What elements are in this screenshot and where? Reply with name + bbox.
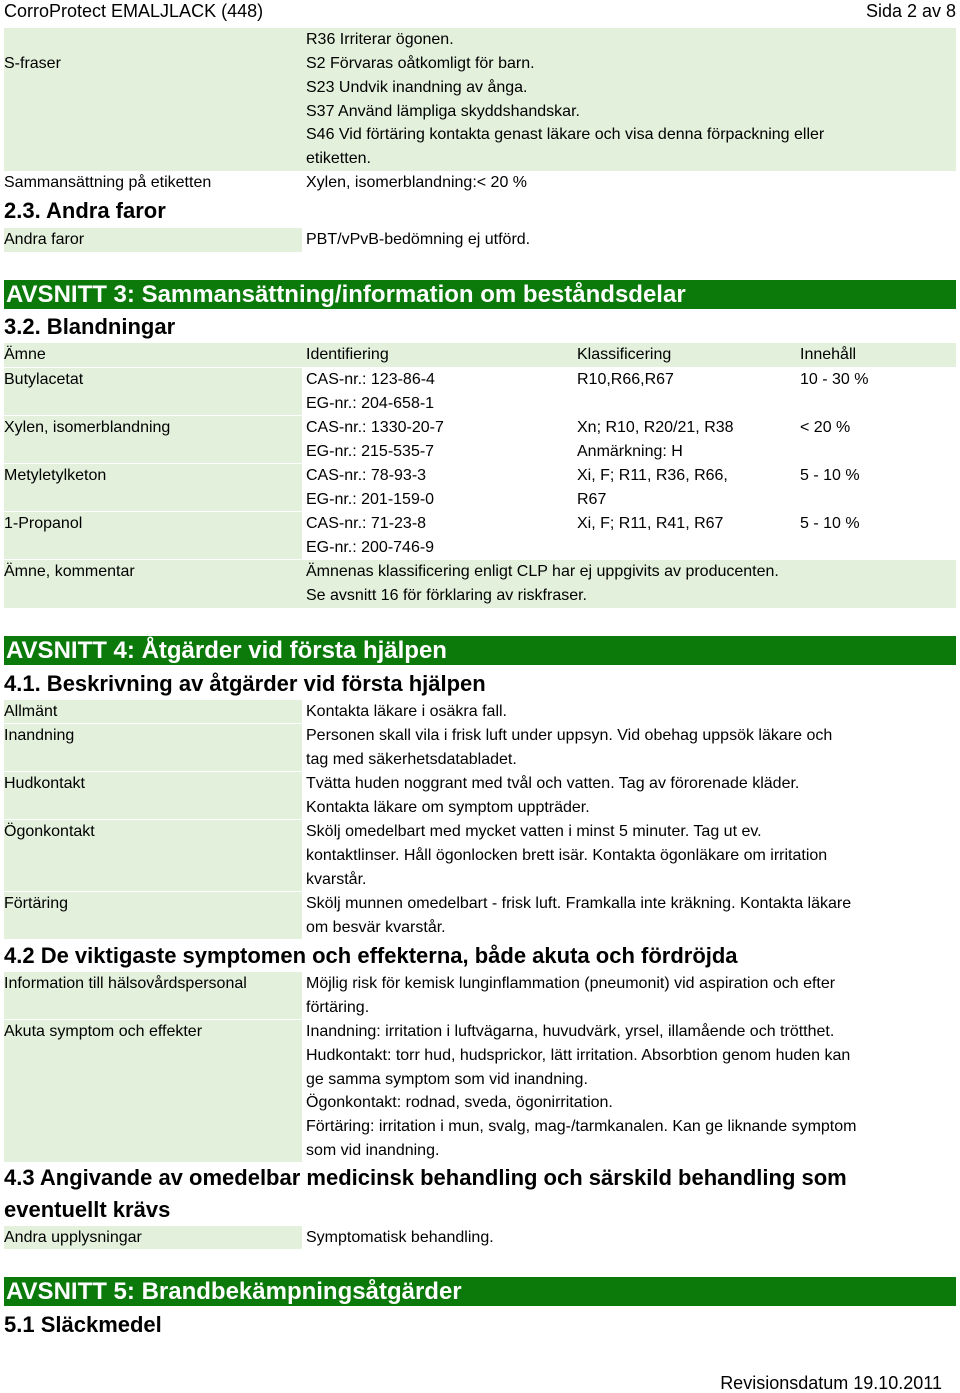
section-5-title: AVSNITT 5: Brandbekämpningsåtgärder [6,1278,462,1305]
col-header-substance: Ämne [4,346,46,363]
other-hazards-value: PBT/vPvB-bedömning ej utförd. [306,231,531,248]
skin-contact-row [4,772,956,820]
eg-number: EG-nr.: 215-535-7 [306,443,435,460]
other-hazards-label: Andra faror [4,231,85,248]
inhalation-line: tag med säkerhetsdatabladet. [306,751,517,768]
substance-name: 1-Propanol [4,515,83,532]
subsection-2-3-heading: 2.3. Andra faror [4,198,166,223]
content-range: 10 - 30 % [800,371,869,388]
health-personnel-line: Möjlig risk för kemisk lunginflammation (pneumonit) vid aspiration och efter [306,975,836,992]
content-range: 5 - 10 % [800,467,860,484]
health-personnel-label: Information till hälsovårdspersonal [4,975,247,992]
cas-number: CAS-nr.: 1330-20-7 [306,419,444,436]
section-3-header [4,280,956,309]
page-header [4,0,956,24]
table-row [4,464,956,512]
other-info-label: Andra upplysningar [4,1229,142,1246]
inhalation-line: Personen skall vila i frisk luft under uppsyn. Vid obehag uppsök läkare och [306,727,833,744]
acute-symptoms-line: Inandning: irritation i luftvägarna, huvudvärk, yrsel, illamående och trötthet. [306,1023,835,1040]
eg-number: EG-nr.: 204-658-1 [306,395,435,412]
col-header-content: Innehåll [800,346,857,363]
mixture-table-header [4,343,956,367]
subsection-3-2-heading: 3.2. Blandningar [4,314,176,339]
eye-contact-line: Skölj omedelbart med mycket vatten i minst 5 minuter. Tag ut ev. [306,823,762,840]
eye-contact-row [4,820,956,892]
acute-symptoms-line: Ögonkontakt: rodnad, sveda, ögonirritation. [306,1094,613,1111]
classification: R10,R66,R67 [577,371,674,388]
eye-contact-line: kvarstår. [306,871,367,888]
cas-number: CAS-nr.: 71-23-8 [306,515,427,532]
eye-contact-label: Ögonkontakt [4,823,95,840]
acute-symptoms-row [4,1020,956,1163]
s-phrases-label: S-fraser [4,55,61,72]
classification: Xn; R10, R20/21, R38 [577,419,734,436]
substance-name: Metyletylketon [4,467,107,484]
other-info-text: Symptomatisk behandling. [306,1229,494,1246]
col-header-classification: Klassificering [577,346,672,363]
inhalation-row [4,724,956,772]
ingestion-line: om besvär kvarstår. [306,919,446,936]
subsection-4-2-heading: 4.2 De viktigaste symptomen och effekterna, både akuta och fördröjda [4,943,738,968]
subsection-4-3-heading-line1: 4.3 Angivande av omedelbar medicinsk behandling och särskild behandling som [4,1165,847,1190]
r36-text: R36 Irriterar ögonen. [306,31,454,48]
s-phrase-line: S46 Vid förtäring kontakta genast läkare och visa denna förpackning eller [306,126,825,143]
section-5-header [4,1277,956,1306]
content-range: < 20 % [800,419,851,436]
s-phrase-line: S37 Använd lämpliga skyddshandskar. [306,103,580,120]
general-text: Kontakta läkare i osäkra fall. [306,703,507,720]
revision-date: Revisionsdatum 19.10.2011 [720,1373,942,1393]
content-range: 5 - 10 % [800,515,860,532]
substance-comment-line: Ämnenas klassificering enligt CLP har ej uppgivits av producenten. [306,563,779,580]
ingestion-label: Förtäring [4,895,69,912]
document-title: CorroProtect EMALJLACK (448) [4,1,264,21]
table-row [4,368,956,416]
acute-symptoms-line: ge samma symptom som vid inandning. [306,1071,588,1088]
substance-name: Xylen, isomerblandning [4,419,171,436]
general-label: Allmänt [4,703,58,720]
substance-comment-line: Se avsnitt 16 för förklaring av riskfraser. [306,587,587,604]
s-phrase-line: etiketten. [306,150,371,167]
classification-extra: R67 [577,491,607,508]
classification-extra: Anmärkning: H [577,443,683,460]
col-header-identification: Identifiering [306,346,389,363]
acute-symptoms-line: som vid inandning. [306,1142,440,1159]
skin-contact-line: Kontakta läkare om symptom uppträder. [306,799,590,816]
health-personnel-line: förtäring. [306,999,370,1016]
acute-symptoms-label: Akuta symptom och effekter [4,1023,203,1040]
label-composition-value: Xylen, isomerblandning:< 20 % [306,174,528,191]
label-composition-label: Sammansättning på etiketten [4,174,212,191]
acute-symptoms-line: Förtäring: irritation i mun, svalg, mag-/tarmkanalen. Kan ge liknande symptom [306,1118,857,1135]
cas-number: CAS-nr.: 123-86-4 [306,371,435,388]
table-row [4,512,956,560]
eg-number: EG-nr.: 200-746-9 [306,539,435,556]
acute-symptoms-line: Hudkontakt: torr hud, hudsprickor, lätt irritation. Absorbtion genom huden kan [306,1047,851,1064]
label-composition-row [4,171,956,195]
skin-contact-line: Tvätta huden noggrant med tvål och vatten. Tag av förorenade kläder. [306,775,800,792]
skin-contact-label: Hudkontakt [4,775,85,792]
s-phrases-row [4,52,956,171]
subsection-5-1-heading: 5.1 Släckmedel [4,1312,162,1337]
cas-number: CAS-nr.: 78-93-3 [306,467,427,484]
section-3-title: AVSNITT 3: Sammansättning/information om beståndsdelar [6,281,686,308]
section-4-title: AVSNITT 4: Åtgärder vid första hjälpen [6,637,447,664]
classification: Xi, F; R11, R36, R66, [577,467,728,484]
s-phrase-line: S2 Förvaras oåtkomligt för barn. [306,55,535,72]
r-phrase-row [4,28,956,52]
substance-comment-row [4,560,956,608]
inhalation-label: Inandning [4,727,75,744]
s-phrase-line: S23 Undvik inandning av ånga. [306,79,528,96]
page-number: Sida 2 av 8 [865,1,956,21]
subsection-4-3-heading-line2: eventuellt krävs [4,1197,171,1222]
table-row [4,416,956,464]
other-hazards-row [4,228,956,252]
classification: Xi, F; R11, R41, R67 [577,515,724,532]
other-info-row [4,1226,956,1250]
ingestion-row [4,892,956,940]
section-4-header [4,636,956,665]
eg-number: EG-nr.: 201-159-0 [306,491,435,508]
substance-name: Butylacetat [4,371,84,388]
substance-comment-label: Ämne, kommentar [4,563,135,580]
health-personnel-row [4,972,956,1020]
subsection-4-1-heading: 4.1. Beskrivning av åtgärder vid första hjälpen [4,671,486,696]
eye-contact-line: kontaktlinser. Håll ögonlocken brett isär. Kontakta ögonläkare om irritation [306,847,828,864]
general-row [4,700,956,724]
ingestion-line: Skölj munnen omedelbart - frisk luft. Framkalla inte kräkning. Kontakta läkare [306,895,852,912]
